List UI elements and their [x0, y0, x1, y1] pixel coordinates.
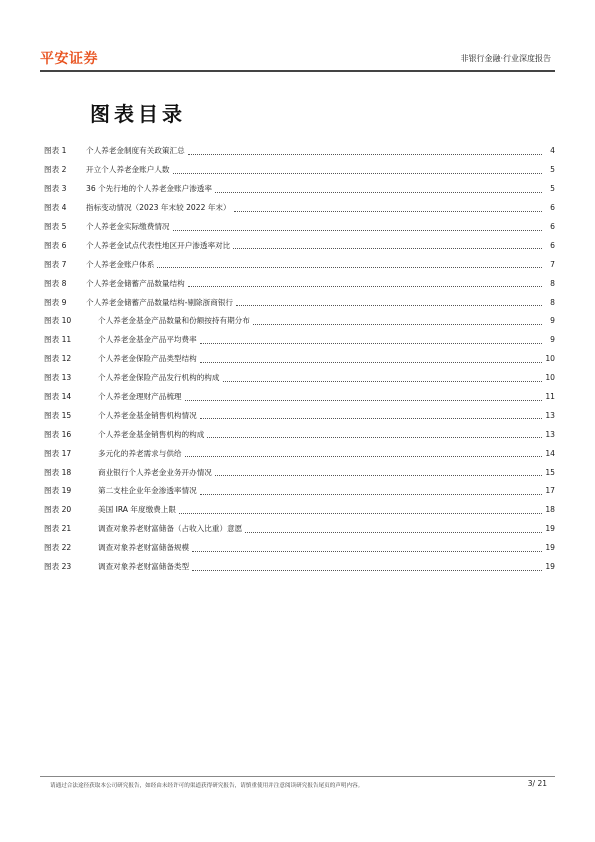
toc-leader-dots	[234, 205, 542, 212]
toc-entry[interactable]	[44, 463, 555, 482]
toc-entry-page: 9	[550, 316, 555, 326]
toc-entry-page: 19	[545, 543, 555, 553]
toc-entry-label: 图表 14	[44, 392, 72, 402]
toc-entry-label: 图表 4	[44, 203, 67, 213]
toc-entry-page: 13	[545, 410, 555, 420]
toc-entry-page: 18	[545, 505, 555, 515]
toc-entry-title: 商业银行个人养老金业务开办情况	[98, 467, 212, 477]
toc-entry-title: 多元化的养老需求与供给	[98, 448, 182, 458]
toc-entry[interactable]	[44, 558, 555, 577]
toc-entry-page: 19	[545, 524, 555, 534]
toc-entry-label: 图表 16	[44, 429, 72, 439]
toc-entry[interactable]	[44, 274, 555, 293]
toc-entry-title: 个人养老金基金销售机构情况	[98, 410, 197, 420]
toc-entry[interactable]	[44, 406, 555, 425]
toc-entry-page: 14	[545, 448, 555, 458]
toc-entry-page: 5	[550, 184, 555, 194]
toc-entry[interactable]	[44, 199, 555, 218]
toc-leader-dots	[207, 431, 542, 438]
toc-leader-dots	[192, 564, 542, 571]
toc-entry-label: 图表 5	[44, 222, 67, 231]
toc-entry-title: 美国 IRA 年度缴费上限	[98, 505, 176, 515]
toc-entry-label: 图表 10	[44, 316, 72, 326]
toc-entry-label: 图表 11	[44, 335, 72, 345]
toc-entry-label: 图表 12	[44, 354, 72, 364]
toc-leader-dots	[179, 507, 542, 514]
toc-entry-label: 图表 6	[44, 240, 67, 250]
toc-leader-dots	[236, 299, 542, 306]
toc-leader-dots	[253, 318, 542, 325]
toc-entry-label: 图表 18	[44, 467, 72, 477]
toc-entry-page: 6	[550, 203, 555, 213]
toc-entry[interactable]	[44, 180, 555, 199]
company-logo: 平安证券	[40, 51, 98, 67]
toc-entry[interactable]	[44, 293, 555, 312]
toc-leader-dots	[245, 526, 542, 533]
header-divider	[40, 70, 555, 72]
toc-entry-page: 15	[545, 467, 555, 477]
footer-disclaimer: 请通过合法途径获取本公司研究报告，如经由未经许可的渠道获得研究报告，请慎重使用并注意阅读研究报告尾页的声明内容。	[50, 783, 364, 789]
toc-leader-dots	[173, 167, 542, 174]
toc-leader-dots	[157, 261, 542, 268]
toc-entry-page: 8	[550, 278, 555, 288]
toc-entry-label: 图表 19	[44, 486, 72, 496]
toc-entry-page: 5	[550, 165, 555, 175]
toc-leader-dots	[200, 337, 542, 344]
toc-entry-title: 开立个人养老金账户人数	[86, 165, 170, 175]
toc-entry[interactable]	[44, 312, 555, 331]
toc-entry-title: 个人养老金制度有关政策汇总	[86, 146, 185, 156]
toc-entry[interactable]	[44, 444, 555, 463]
report-category: 非银行金融·行业深度报告	[460, 54, 551, 63]
toc-entry-page: 17	[545, 486, 555, 496]
toc-entry-title: 第二支柱企业年金渗透率情况	[98, 486, 197, 496]
toc-entry-title: 个人养老金储蓄产品数量结构	[86, 278, 185, 288]
toc-entry-label: 图表 20	[44, 505, 72, 515]
toc-entry-title: 个人养老金实际缴费情况	[86, 222, 170, 231]
toc-entry-title: 个人养老金基金销售机构的构成	[98, 429, 205, 439]
toc-leader-dots	[215, 469, 542, 476]
toc-entry[interactable]	[44, 161, 555, 180]
toc-leader-dots	[200, 356, 542, 363]
toc-entry[interactable]	[44, 388, 555, 407]
toc-entry[interactable]	[44, 501, 555, 520]
toc-entry-page: 6	[550, 240, 555, 250]
toc-entry[interactable]	[44, 218, 555, 237]
toc-entry[interactable]	[44, 482, 555, 501]
page-number: 3/ 21	[527, 779, 547, 788]
toc-entry-label: 图表 22	[44, 543, 72, 553]
toc-entry-title: 个人养老金试点代表性地区开户渗透率对比	[86, 240, 231, 250]
toc-leader-dots	[192, 545, 542, 552]
toc-leader-dots	[188, 148, 542, 155]
toc-entry-title: 调查对象养老财富储备类型	[98, 562, 190, 572]
toc-entry-label: 图表 3	[44, 184, 67, 194]
toc-entry-label: 图表 8	[44, 278, 67, 288]
toc-entry-page: 7	[550, 259, 555, 269]
toc-entry-page: 13	[545, 429, 555, 439]
toc-entry[interactable]	[44, 520, 555, 539]
toc-leader-dots	[223, 375, 543, 382]
toc-entry[interactable]	[44, 369, 555, 388]
toc-entry[interactable]	[44, 350, 555, 369]
toc-entry[interactable]	[44, 255, 555, 274]
toc-entry[interactable]	[44, 142, 555, 161]
toc-entry-label: 图表 2	[44, 165, 67, 175]
toc-entry-title: 个人养老金保险产品发行机构的构成	[98, 373, 220, 383]
toc-entry-title: 个人养老金基金产品平均费率	[98, 335, 197, 345]
toc-leader-dots	[200, 412, 542, 419]
toc-entry-label: 图表 7	[44, 259, 67, 269]
toc-entry-label: 图表 9	[44, 297, 67, 307]
toc-leader-dots	[185, 394, 542, 401]
page-header	[40, 44, 555, 70]
toc-entry[interactable]	[44, 236, 555, 255]
toc-entry-title: 调查对象养老财富储备规模	[98, 543, 190, 553]
toc-leader-dots	[200, 488, 542, 495]
toc-entry[interactable]	[44, 331, 555, 350]
toc-entry-label: 图表 15	[44, 410, 72, 420]
toc-entry-title: 个人养老金账户体系	[86, 259, 155, 269]
figure-table-of-contents	[44, 142, 555, 576]
toc-entry-title: 指标变动情况（2023 年末较 2022 年末）	[86, 203, 231, 213]
toc-entry-title: 个人养老金基金产品数量和份额按持有期分布	[98, 316, 250, 326]
toc-entry-page: 10	[545, 373, 555, 383]
toc-entry-label: 图表 21	[44, 524, 72, 534]
toc-entry-title: 个人养老金保险产品类型结构	[98, 354, 197, 364]
toc-entry-page: 10	[545, 354, 555, 364]
footer-divider	[40, 776, 555, 777]
toc-entry-page: 11	[545, 392, 555, 402]
toc-entry-title: 个人养老金储蓄产品数量结构-剔除浙商银行	[86, 297, 234, 307]
toc-entry-title: 36 个先行地的个人养老金账户渗透率	[86, 184, 212, 194]
toc-leader-dots	[173, 224, 542, 231]
toc-leader-dots	[215, 186, 542, 193]
toc-entry-label: 图表 23	[44, 562, 72, 572]
toc-leader-dots	[185, 450, 542, 457]
page-title: 图表目录	[90, 102, 186, 126]
toc-entry-label: 图表 13	[44, 373, 72, 383]
toc-leader-dots	[188, 280, 542, 287]
toc-entry-page: 4	[550, 146, 555, 156]
toc-entry[interactable]	[44, 539, 555, 558]
toc-entry-page: 19	[545, 562, 555, 572]
toc-entry-label: 图表 1	[44, 146, 67, 156]
toc-entry-title: 个人养老金理财产品梳理	[98, 392, 182, 402]
toc-entry-label: 图表 17	[44, 448, 72, 458]
toc-entry-page: 9	[550, 335, 555, 345]
toc-entry-page: 6	[550, 222, 555, 231]
toc-leader-dots	[233, 242, 542, 249]
toc-entry-title: 调查对象养老财富储备（占收入比重）意愿	[98, 524, 243, 534]
toc-entry-page: 8	[550, 297, 555, 307]
toc-entry[interactable]	[44, 425, 555, 444]
